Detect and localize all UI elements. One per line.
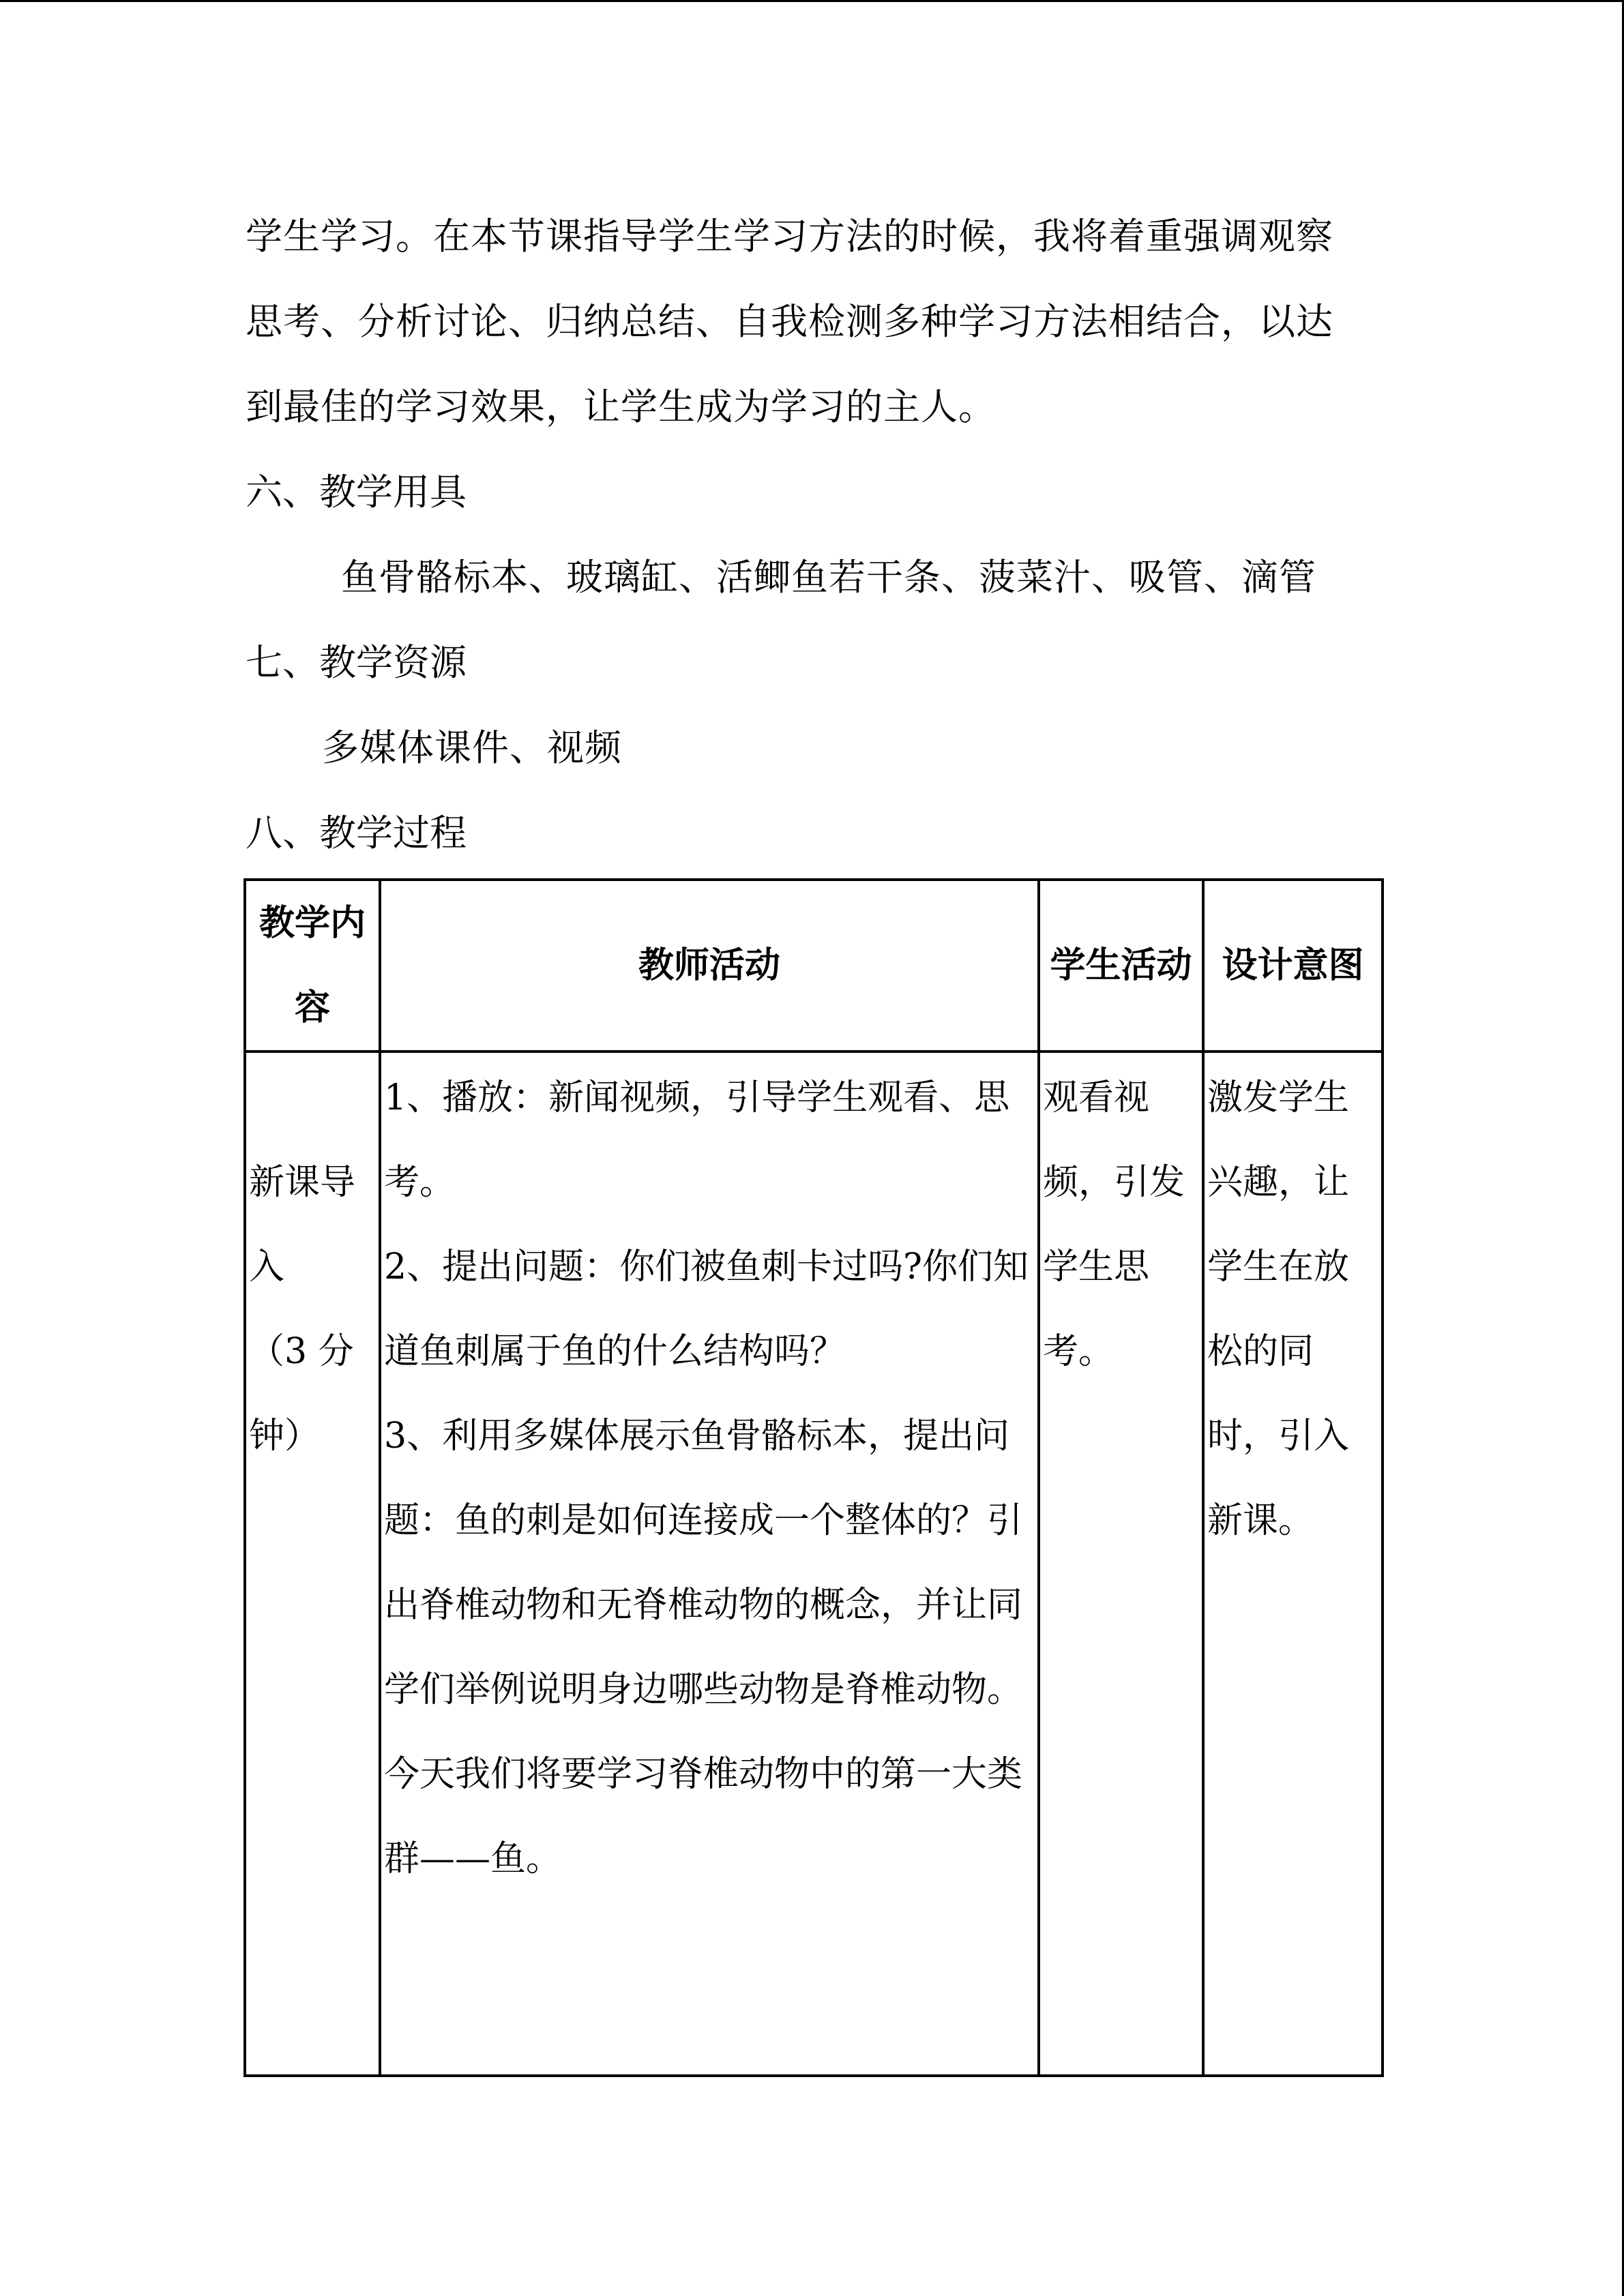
header-student-activity: 学生活动 — [1039, 880, 1203, 1052]
section6-heading: 六、教学用具 — [246, 471, 467, 513]
section7-heading: 七、教学资源 — [246, 641, 467, 684]
intro-line-2: 思考、分析讨论、归纳总结、自我检测多种学习方法相结合，以达 — [246, 300, 1333, 343]
teaching-process-table — [243, 878, 1384, 2077]
header-teaching-content: 教学内容 — [245, 880, 380, 1052]
page-top-border — [0, 0, 1624, 2]
intro-line-3: 到最佳的学习效果，让学生成为学习的主人。 — [246, 385, 996, 428]
table-header-row — [245, 880, 1383, 1052]
header-teacher-activity: 教师活动 — [380, 880, 1039, 1052]
section7-content: 多媒体课件、视频 — [322, 726, 622, 769]
cell-design-intent: 激发学生兴趣，让学生在放松的同时，引入新课。 — [1203, 1052, 1383, 2076]
table-row — [245, 1052, 1383, 2076]
cell-student-activity: 观看视频，引发学生思考。 — [1039, 1052, 1203, 2076]
cell-teaching-content: 新课导入 （3 分钟） — [245, 1052, 380, 2076]
section8-heading: 八、教学过程 — [246, 811, 467, 854]
intro-line-1: 学生学习。在本节课指导学生学习方法的时候，我将着重强调观察 — [246, 215, 1333, 258]
header-design-intent: 设计意图 — [1203, 880, 1383, 1052]
cell-teacher-activity: 1、播放：新闻视频，引导学生观看、思考。 2、提出问题：你们被鱼刺卡过吗?你们知道鱼刺属于鱼的什么结构吗？ 3、利用多媒体展示鱼骨骼标本，提出问题：鱼的刺是如何连接成一个整体的？引出脊椎动物和无脊椎动物的概念，并让同学们举例说明身边哪些动物是脊椎动物。 今天我们将要学习脊椎动物中的第一大类群——鱼。 — [380, 1052, 1039, 2076]
section6-content: 鱼骨骼标本、玻璃缸、活鲫鱼若干条、菠菜汁、吸管、滴管 — [341, 556, 1316, 599]
